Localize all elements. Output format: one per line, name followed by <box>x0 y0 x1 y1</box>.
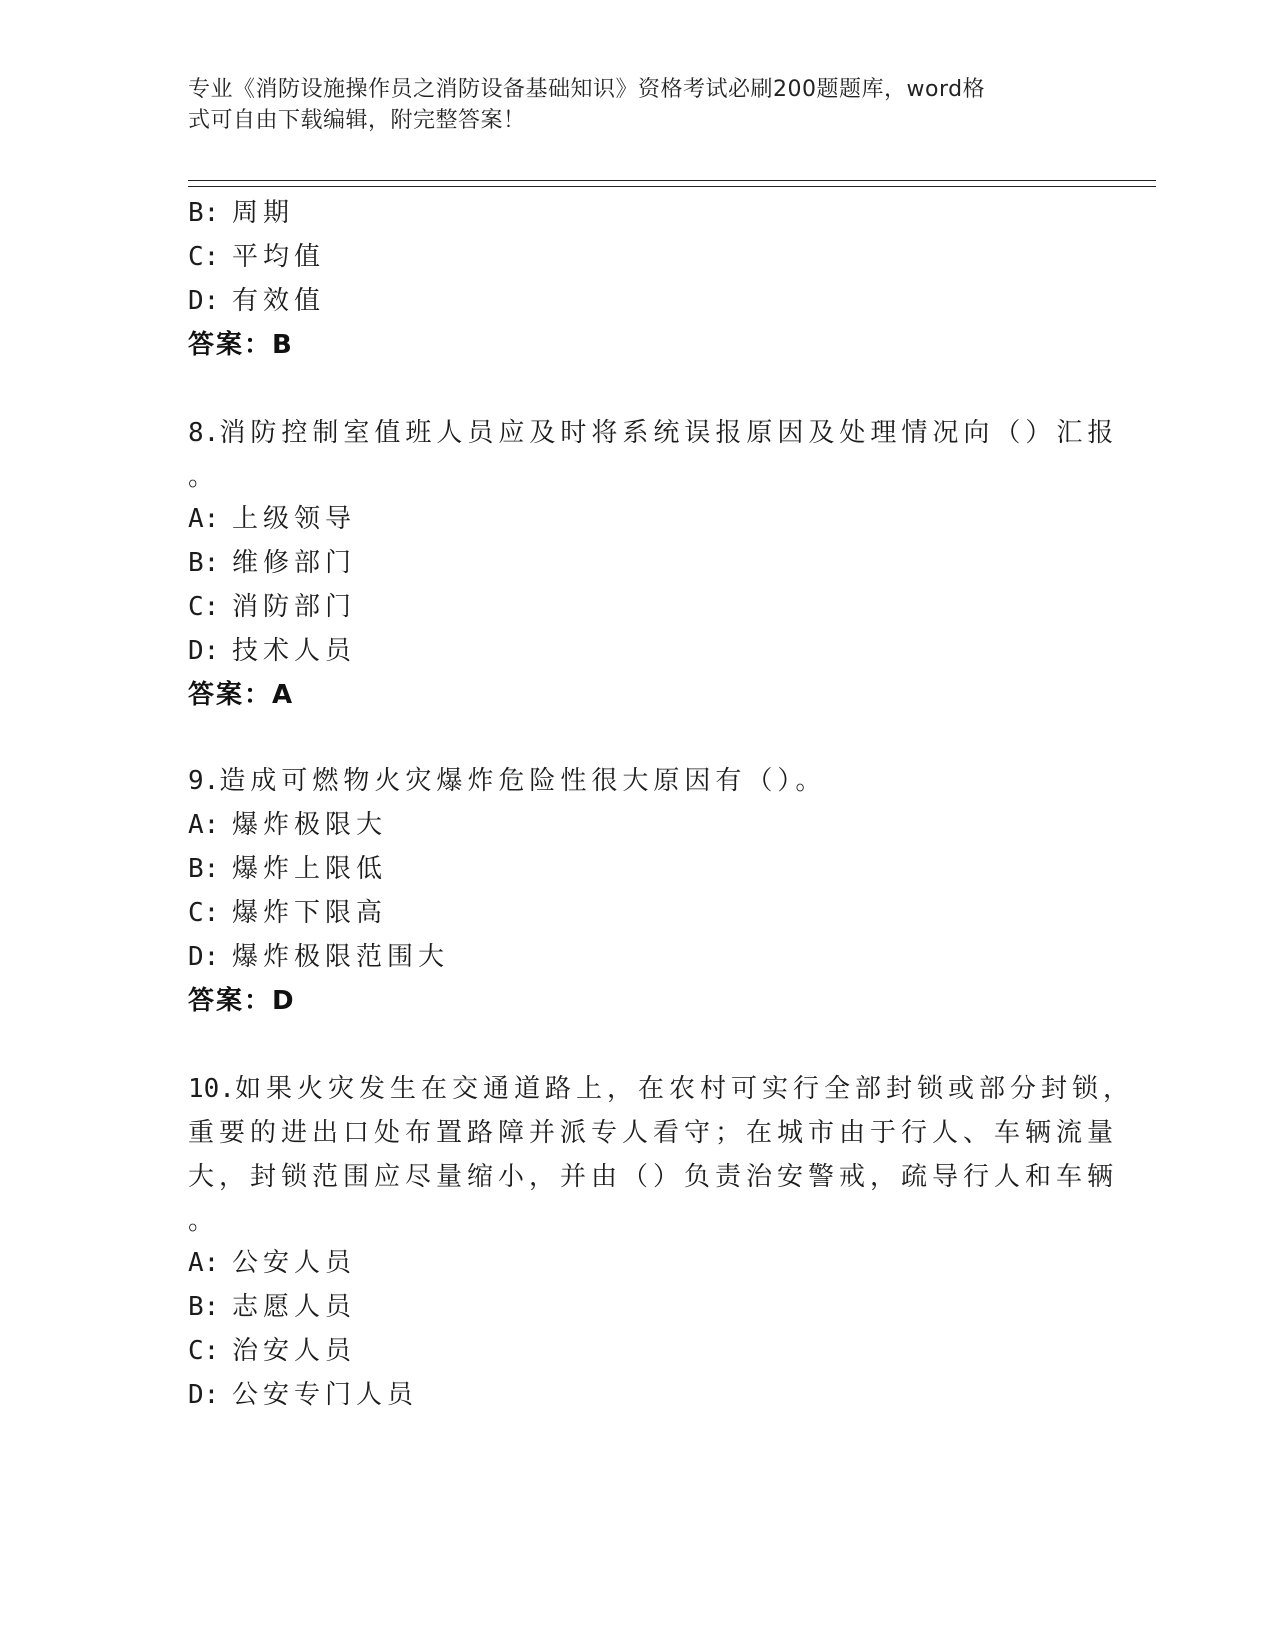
question-text: 造成可燃物火灾爆炸危险性很大原因有（）。 <box>219 766 827 796</box>
q7-option-b <box>188 192 294 229</box>
option-letter: C: <box>188 592 220 622</box>
q9-option-c <box>188 892 387 929</box>
question-text: 消防控制室值班人员应及时将系统误报原因及处理情况向（）汇报 <box>219 418 1119 448</box>
q10-stem-line-1 <box>188 1068 1134 1105</box>
option-text: 爆炸极限大 <box>232 810 388 840</box>
q8-stem-line-1 <box>188 412 1118 449</box>
option-text: 平均值 <box>232 242 326 272</box>
q8-stem-line-2: 。 <box>188 462 220 492</box>
option-letter: C: <box>188 898 220 928</box>
option-text: 维修部门 <box>232 548 357 578</box>
option-text: 爆炸上限低 <box>232 854 388 884</box>
q10-stem-line-2: 重要的进出口处布置路障并派专人看守；在城市由于行人、车辆流量 <box>188 1118 1119 1148</box>
q8-option-b <box>188 542 356 579</box>
header-divider-top <box>188 180 1156 181</box>
q9-answer: 答案：D <box>188 986 296 1016</box>
option-text: 上级领导 <box>232 504 357 534</box>
option-text: 周期 <box>232 198 295 228</box>
option-text: 治安人员 <box>232 1336 357 1366</box>
option-letter: C: <box>188 242 220 272</box>
option-letter: B: <box>188 854 220 884</box>
option-text: 有效值 <box>232 286 326 316</box>
q8-option-d <box>188 630 356 667</box>
option-letter: A: <box>188 1248 220 1278</box>
option-letter: D: <box>188 286 220 316</box>
option-letter: D: <box>188 636 220 666</box>
option-letter: A: <box>188 504 220 534</box>
question-text: 如果火灾发生在交通道路上，在农村可实行全部封锁或部分封锁， <box>234 1074 1134 1104</box>
header-divider-bottom <box>188 186 1156 187</box>
q8-option-a <box>188 498 356 535</box>
option-letter: B: <box>188 1292 220 1322</box>
q7-option-d <box>188 280 325 317</box>
option-text: 爆炸下限高 <box>232 898 388 928</box>
option-text: 志愿人员 <box>232 1292 357 1322</box>
q9-option-d <box>188 936 449 973</box>
question-number: 8. <box>188 418 220 448</box>
q8-option-c <box>188 586 356 623</box>
q10-option-d <box>188 1374 418 1411</box>
q9-option-a <box>188 804 387 841</box>
question-number: 10. <box>188 1074 235 1104</box>
q10-stem-line-4: 。 <box>188 1206 220 1236</box>
q9-option-b <box>188 848 387 885</box>
option-text: 消防部门 <box>232 592 357 622</box>
header-line-1: 专业《消防设施操作员之消防设备基础知识》资格考试必刷200题题库，word格 <box>188 77 986 102</box>
q8-answer: 答案：A <box>188 680 295 710</box>
option-letter: C: <box>188 1336 220 1366</box>
option-text: 公安人员 <box>232 1248 357 1278</box>
q10-option-b <box>188 1286 356 1323</box>
option-letter: D: <box>188 942 220 972</box>
question-number: 9. <box>188 766 220 796</box>
q7-answer: 答案：B <box>188 330 294 360</box>
q10-option-a <box>188 1242 356 1279</box>
q10-option-c <box>188 1330 356 1367</box>
option-letter: D: <box>188 1380 220 1410</box>
q7-option-c <box>188 236 325 273</box>
option-text: 爆炸极限范围大 <box>232 942 450 972</box>
option-letter: B: <box>188 198 220 228</box>
option-letter: A: <box>188 810 220 840</box>
option-text: 技术人员 <box>232 636 357 666</box>
option-text: 公安专门人员 <box>232 1380 419 1410</box>
q9-stem-line-1 <box>188 760 826 797</box>
q10-stem-line-3: 大，封锁范围应尽量缩小，并由（）负责治安警戒，疏导行人和车辆 <box>188 1162 1119 1192</box>
option-letter: B: <box>188 548 220 578</box>
document-header <box>188 74 1068 136</box>
header-line-2: 式可自由下载编辑，附完整答案！ <box>188 108 526 133</box>
